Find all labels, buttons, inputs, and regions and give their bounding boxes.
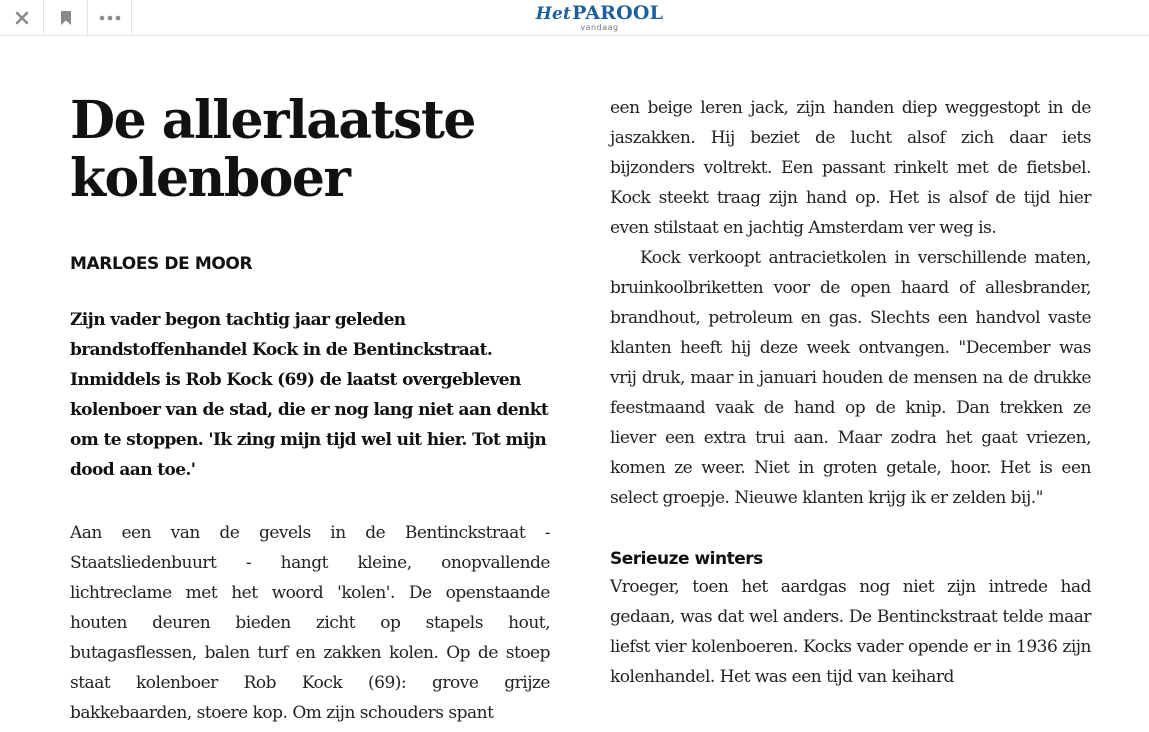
article-left-column: [70, 92, 550, 728]
article-paragraph: Vroeger, toen het aardgas nog niet zijn intrede had gedaan, was dat wel anders. De Bentinckstraat telde maar liefst vier kolenboeren. Kocks vader opende er in 1936 zijn kolenhandel. Het was een tijd van keihard: [610, 577, 1091, 687]
bookmark-icon: [60, 10, 72, 26]
logo-prefix: Het: [535, 4, 572, 24]
logo-tagline: vandaag: [580, 23, 619, 32]
article-title: De allerlaatste kolenboer: [70, 90, 476, 209]
article-paragraph: Aan een van de gevels in de Bentinckstraat - Staatsliedenbuurt - hangt kleine, onopvallende lichtreclame met het woord 'kolen'. De openstaande houten deuren bieden zicht op stapels hout, butagasflessen, balen turf en zakken kolen. Op de stoep staat kolenboer Rob Kock (69): grove grijze bakkebaarden, stoere kop. Om zijn schouders spant: [70, 523, 550, 723]
more-icon: [99, 15, 121, 21]
article-right-column: [610, 93, 1091, 692]
close-icon: [15, 11, 29, 25]
article-author: MARLOES DE MOOR: [70, 254, 253, 274]
article-subheading: Serieuze winters: [610, 549, 763, 569]
logo-name: PAROOL: [572, 2, 664, 24]
close-button[interactable]: [0, 0, 44, 35]
article-paragraph: Kock verkoopt antracietkolen in verschillende maten, bruinkoolbriketten voor de open haard of allesbrander, brandhout, petroleum en gas. Slechts een handvol vaste klanten heeft hij deze week ontvangen. "December was vrij druk, maar in januari houden de mensen na de drukke feestmaand vaak de hand op de knip. Dan trekken ze liever een extra trui aan. Maar zodra het gaat vriezen, komen ze weer. Niet in groten getale, hoor. Het is een select groepje. Nieuwe klanten krijg ik er zelden bij.": [610, 248, 1091, 508]
top-toolbar: [0, 0, 1149, 36]
more-options-button[interactable]: [88, 0, 132, 35]
brand-logo: [0, 4, 1149, 34]
article-intro: Zijn vader begon tachtig jaar geleden brandstoffenhandel Kock in de Bentinckstraat. Inmiddels is Rob Kock (69) de laatst overgebleven kolenboer van de stad, die er nog lang niet aan denkt om te stoppen. 'Ik zing mijn tijd wel uit hier. Tot mijn dood aan toe.': [70, 310, 549, 480]
article-paragraph-continued: een beige leren jack, zijn handen diep weggestopt in de jaszakken. Hij beziet de lucht alsof zich daar iets bijzonders voltrekt. Een passant rinkelt met de fietsbel. Kock steekt traag zijn hand op. Het is alsof de tijd hier even stilstaat en jachtig Amsterdam ver weg is.: [610, 98, 1091, 238]
bookmark-button[interactable]: [44, 0, 88, 35]
